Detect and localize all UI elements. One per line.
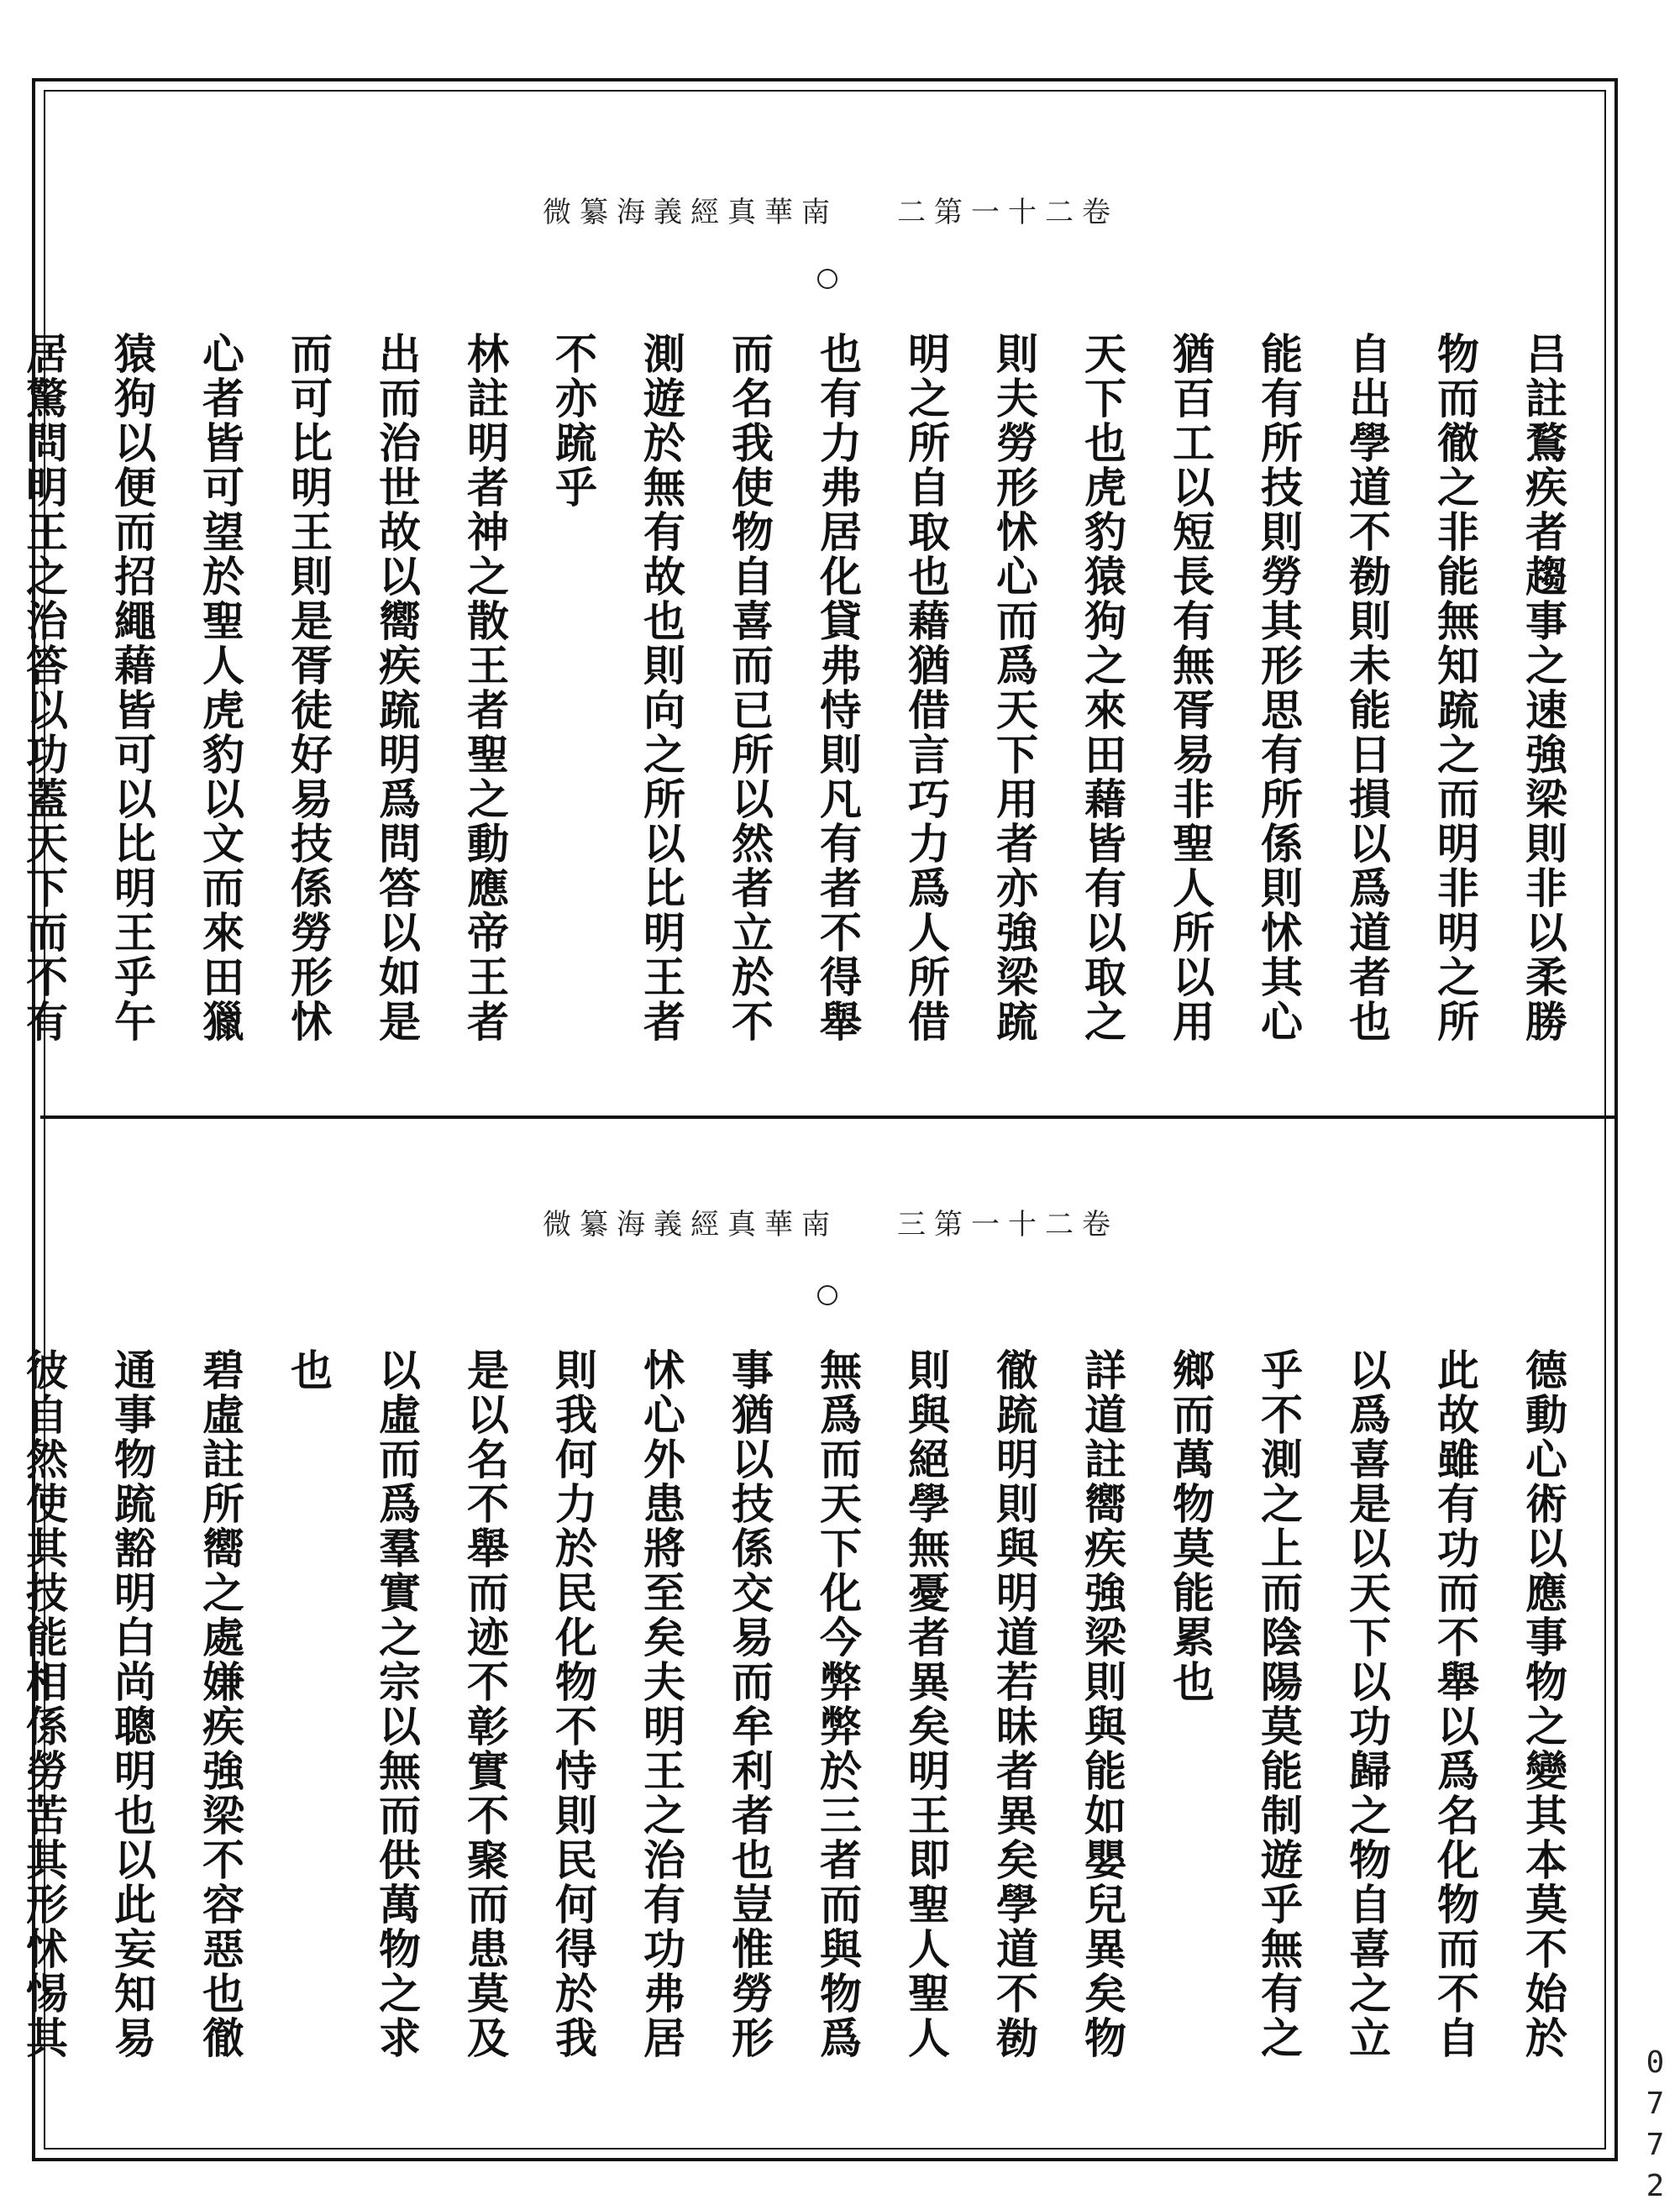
text-column: 物而徹之非能無知䟽之而明非明之所 bbox=[1431, 332, 1480, 1044]
text-column: 怵心外患將至矣夫明王之治有功弗居 bbox=[637, 1348, 686, 2060]
page-number: 0772 bbox=[1638, 2045, 1672, 2210]
text-column: 天下也虎豹猿狗之來田藉皆有以取之 bbox=[1078, 332, 1127, 1044]
top-panel bbox=[19, 88, 1611, 1109]
text-column: 猶百工以短長有無胥易非聖人所以用 bbox=[1166, 332, 1215, 1044]
text-column: 吕註鶩疾者趨事之速強梁則非以柔勝 bbox=[1519, 332, 1568, 1044]
text-column: 林註明者神之散王者聖之動應帝王者 bbox=[460, 332, 510, 1044]
text-column: 事猶以技係交易而牟利者也豈惟勞形 bbox=[725, 1348, 774, 2060]
text-column: 而可比明王則是胥徒好易技係勞形怵 bbox=[284, 332, 333, 1044]
text-column: 徹䟽明則與明道若昧者異矣學道不勌 bbox=[990, 1348, 1039, 2060]
text-column: 是以名不舉而迹不彰實不聚而患莫及 bbox=[460, 1348, 510, 2060]
text-column: 明之所自取也藉猶借言巧力爲人所借 bbox=[901, 332, 951, 1044]
text-column: 則夫勞形怵心而爲天下用者亦強梁䟽 bbox=[990, 332, 1039, 1044]
text-column: 不亦䟽乎 bbox=[549, 332, 598, 510]
text-column: 也有力弗居化貸弗恃則凡有者不得舉 bbox=[813, 332, 863, 1044]
text-column: 心者皆可望於聖人虎豹以文而來田獵 bbox=[196, 332, 245, 1044]
text-column: 則我何力於民化物不恃則民何得於我 bbox=[549, 1348, 598, 2060]
bottom-header-volume: 卷二十一第三 bbox=[897, 1208, 1119, 1241]
bottom-header-title: 南華真經義海纂微 bbox=[543, 1208, 838, 1241]
text-column: 此故雖有功而不舉以爲名化物而不自 bbox=[1431, 1348, 1480, 2060]
text-column: 碧虛註所嚮之處嫌疾強梁不容惡也徹 bbox=[196, 1348, 245, 2060]
text-column: 彼自然使其技能相係勞苦其形怵惕其 bbox=[19, 1348, 69, 2060]
bottom-text-block bbox=[0, 1348, 1588, 2125]
text-column: 乎不測之上而陰陽莫能制遊乎無有之 bbox=[1254, 1348, 1304, 2060]
top-header-title: 南華真經義海纂微 bbox=[543, 196, 838, 229]
text-column: 也 bbox=[284, 1348, 333, 1393]
text-column: 而名我使物自喜而已所以然者立於不 bbox=[725, 332, 774, 1044]
top-circle-mark bbox=[817, 269, 837, 289]
text-column: 通事物䟽豁明白尚聰明也以此妄知易 bbox=[108, 1348, 157, 2060]
bottom-header bbox=[50, 1201, 1611, 1242]
top-header bbox=[50, 189, 1611, 230]
text-column: 以爲喜是以天下以功歸之物自喜之立 bbox=[1342, 1348, 1392, 2060]
text-column: 能有所技則勞其形思有所係則怵其心 bbox=[1254, 332, 1304, 1044]
text-column: 出而治世故以嚮疾䟽明爲問答以如是 bbox=[372, 332, 422, 1044]
text-column: 猿狗以便而招繩藉皆可以比明王乎午 bbox=[108, 332, 157, 1044]
text-column: 詳道註嚮疾強梁則與能如嬰兒異矣物 bbox=[1078, 1348, 1127, 2060]
text-column: 自出學道不勌則未能日損以爲道者也 bbox=[1342, 332, 1392, 1044]
text-column: 以虛而爲羣實之宗以無而供萬物之求 bbox=[372, 1348, 422, 2060]
text-column: 無爲而天下化今弊弊於三者而與物爲 bbox=[813, 1348, 863, 2060]
text-column: 德動心術以應事物之變其本莫不始於 bbox=[1519, 1348, 1568, 2060]
bottom-circle-mark bbox=[817, 1285, 837, 1305]
text-column: 居驚問明王之治答以功蓋天下而不有 bbox=[19, 332, 69, 1044]
top-text-block bbox=[0, 332, 1588, 1088]
top-header-volume: 卷二十一第二 bbox=[897, 196, 1119, 229]
bottom-panel bbox=[19, 1126, 1611, 2155]
text-column: 鄉而萬物莫能累也 bbox=[1166, 1348, 1215, 1704]
panel-divider bbox=[40, 1115, 1618, 1119]
text-column: 則與絕學無憂者異矣明王即聖人聖人 bbox=[901, 1348, 951, 2060]
text-column: 測遊於無有故也則向之所以比明王者 bbox=[637, 332, 686, 1044]
